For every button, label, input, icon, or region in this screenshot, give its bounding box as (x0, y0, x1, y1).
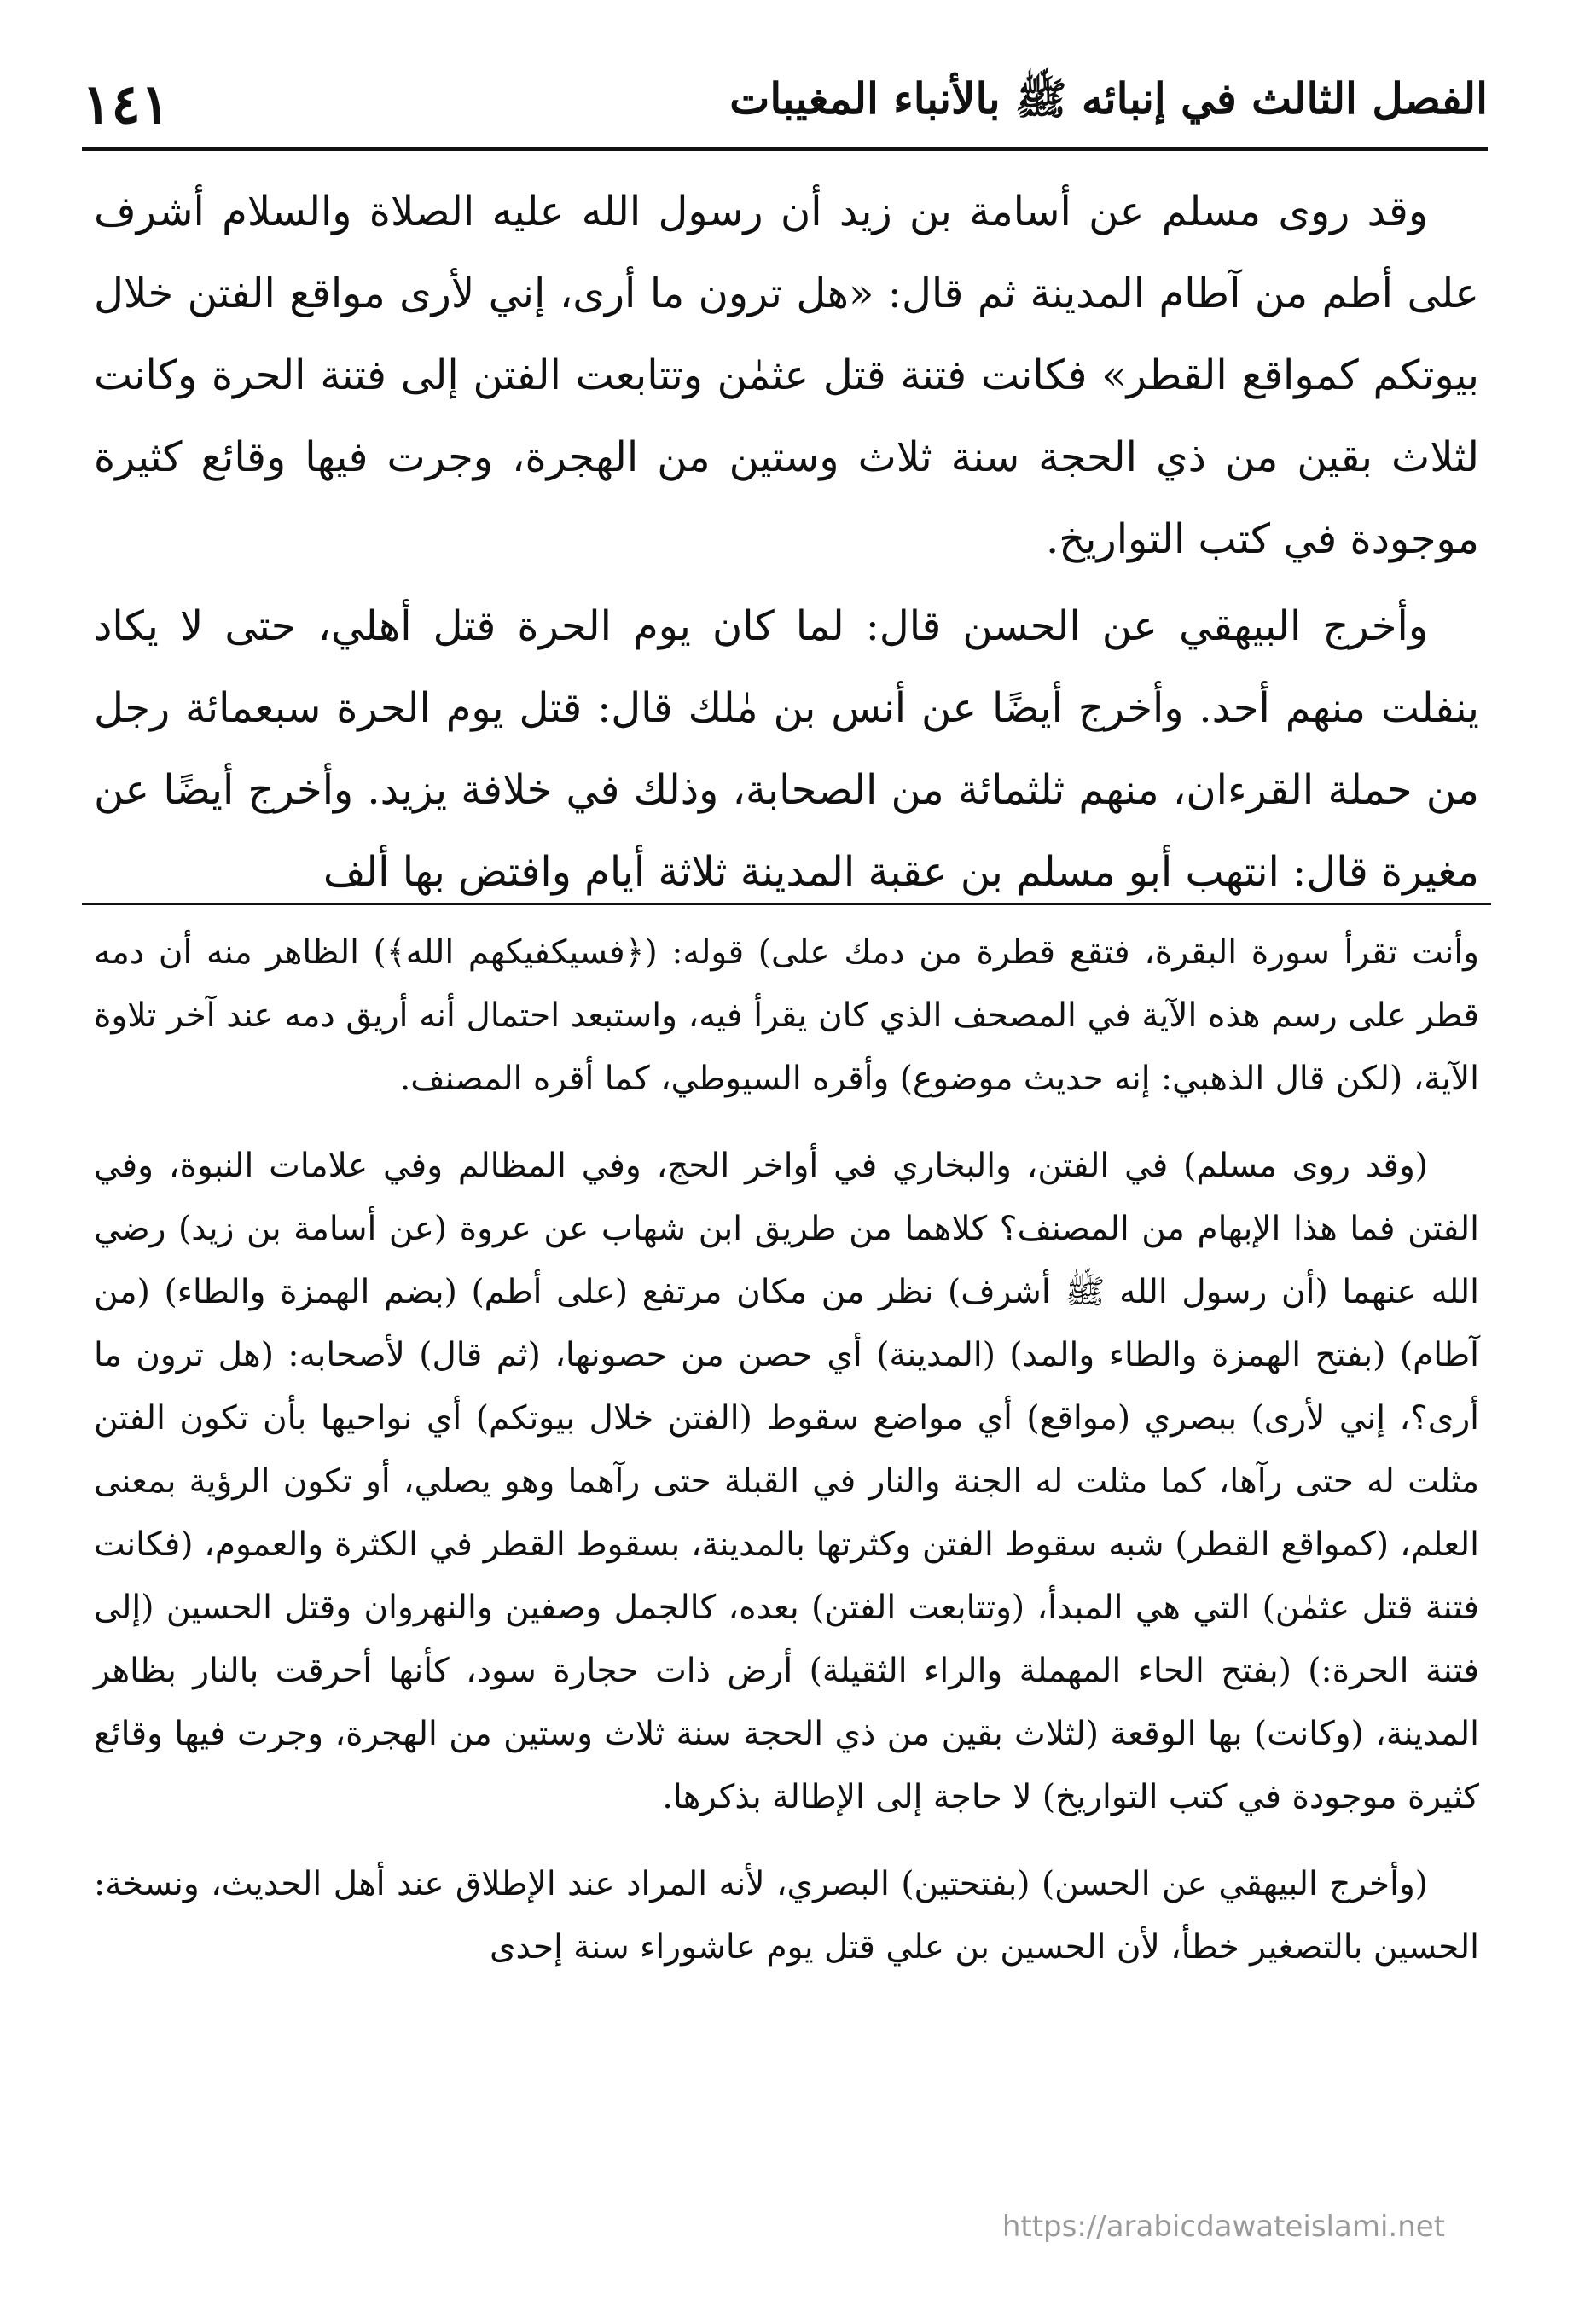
main-text (94, 171, 1479, 918)
commentary-paragraph: (وقد روى مسلم) في الفتن، والبخاري في أواخر الحج، وفي المظالم وفي علامات النبوة، وفي الفتن فما هذا الإبهام من المصنف؟ كلاهما من طريق ابن شهاب عن عروة (عن أسامة بن زيد) رضي الله عنهما (أن رسول الله ﷺ أشرف) نظر من مكان مرتفع (على أطم) (بضم الهمزة والطاء) (من آطام) (بفتح الهمزة والطاء والمد) (المدينة) أي حصن من حصونها، (ثم قال) لأصحابه: (هل ترون ما أرى؟، إني لأرى) ببصري (مواقع) أي مواضع سقوط (الفتن خلال بيوتكم) أي نواحيها بأن تكون الفتن مثلت له حتى رآها، كما مثلت له الجنة والنار في القبلة حتى رآهما وهو يصلي، أو تكون الرؤية بمعنى العلم، (كمواقع القطر) شبه سقوط الفتن وكثرتها بالمدينة، بسقوط القطر في الكثرة والعموم، (فكانت فتنة قتل عثمٰن) التي هي المبدأ، (وتتابعت الفتن) بعده، كالجمل وصفين والنهروان وقتل الحسين (إلى فتنة الحرة:) (بفتح الحاء المهملة والراء الثقيلة) أرض ذات حجارة سود، كأنها أحرقت بالنار بظاهر المدينة، (وكانت) بها الوقعة (لثلاث بقين من ذي الحجة سنة ثلاث وستين من الهجرة، وجرت فيها وقائع كثيرة موجودة في كتب التواريخ) لا حاجة إلى الإطالة بذكرها. (94, 1147, 1479, 1816)
commentary-paragraph: وأنت تقرأ سورة البقرة، فتقع قطرة من دمك على) قوله: (﴿فسيكفيكهم الله﴾) الظاهر منه أن دمه قطر على رسم هذه الآية في المصحف الذي كان يقرأ فيه، واستبعد احتمال أنه أريق دمه عند آخر تلاوة الآية، (لكن قال الذهبي: إنه حديث موضوع) وأقره السيوطي، كما أقره المصنف. (94, 933, 1479, 1098)
page-number: ١٤١ (82, 72, 171, 137)
page-header (82, 61, 1488, 151)
running-title: الفصل الثالث في إنبائه ﷺ بالأنباء المغيبات (729, 73, 1488, 124)
footnote-divider (82, 903, 1491, 905)
commentary-paragraph: (وأخرج البيهقي عن الحسن) (بفتحتين) البصري، لأنه المراد عند الإطلاق عند أهل الحديث، ونسخة: الحسين بالتصغير خطأ، لأن الحسين بن علي قتل يوم عاشوراء سنة إحدى (94, 1865, 1479, 1967)
watermark: https://arabicdawateislami.net (1001, 2210, 1445, 2244)
commentary (94, 921, 1479, 2003)
main-paragraph: وأخرج البيهقي عن الحسن قال: لما كان يوم الحرة قتل أهلي، حتى لا يكاد ينفلت منهم أحد. وأخرج أيضًا عن أنس بن مٰلك قال: قتل يوم الحرة سبعمائة رجل من حملة القرءان، منهم ثلثمائة من الصحابة، وذلك في خلافة يزيد. وأخرج أيضًا عن مغيرة قال: انتهب أبو مسلم بن عقبة المدينة ثلاثة أيام وافتض بها ألف (94, 602, 1479, 896)
main-paragraph: وقد روى مسلم عن أسامة بن زيد أن رسول الله عليه الصلاة والسلام أشرف على أطم من آطام المدينة ثم قال: «هل ترون ما أرى، إني لأرى مواقع الفتن خلال بيوتكم كمواقع القطر» فكانت فتنة قتل عثمٰن وتتابعت الفتن إلى فتنة الحرة وكانت لثلاث بقين من ذي الحجة سنة ثلاث وستين من الهجرة، وجرت فيها وقائع كثيرة موجودة في كتب التواريخ. (94, 188, 1479, 563)
